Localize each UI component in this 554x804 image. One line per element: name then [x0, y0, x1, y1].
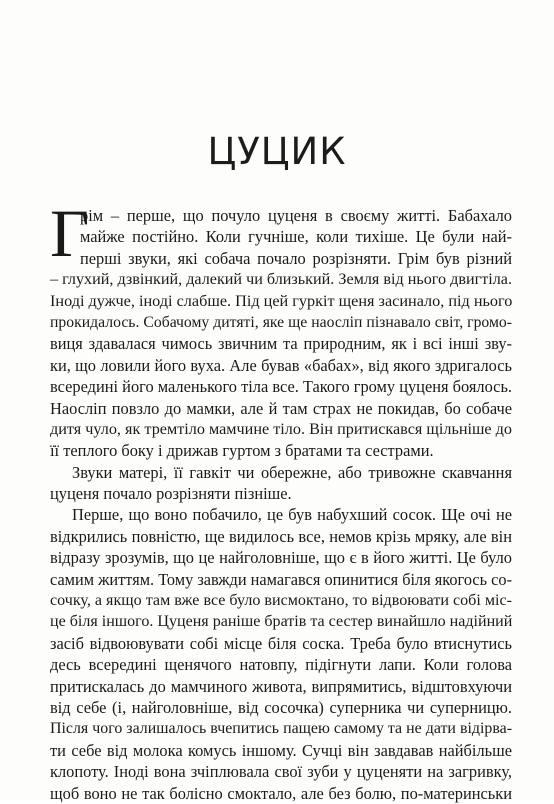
text-line: Після чого залишалось вчепитись пащею самому та не дати відірва-	[50, 720, 512, 738]
text-line: перші звуки, які собача почало розрізняти. Грім був різний	[80, 248, 512, 268]
chapter-body-text	[50, 205, 512, 804]
text-line: ти себе від молока комусь іншому. Сучці він завдавав найбільше	[50, 740, 512, 760]
text-line: відкрились повністю, ще видилось все, немов крізь мряку, але він	[50, 526, 512, 546]
text-line: засіб відвоювувати собі місце біля соска. Треба було втиснутись	[50, 633, 512, 653]
text-line: Звуки матері, її гавкіт чи обережне, або тривожне скавчання	[72, 462, 512, 482]
text-line: самим життям. Тому завжди намагався опинитися біля якогось со-	[50, 569, 512, 589]
text-line: виця здавалася чимось звичним та природним, як і всі інші зву-	[50, 334, 512, 354]
text-line: відразу зрозумів, що це найголовніше, що є в його житті. Це було	[50, 548, 512, 568]
text-line: прокидалось. Собачому дитяті, яке ще наосліп пізнавало світ, громо-	[50, 313, 512, 331]
text-line: ки, що ловили його вуха. Але бував «бабах», від якого здригалось	[50, 355, 512, 375]
text-line: від себе (і, найголовніше, від сосочка) суперника чи суперницю.	[50, 697, 512, 717]
text-line: Перше, що воно побачило, це був набухший сосок. Ще очі не	[72, 505, 512, 525]
text-line: майже постійно. Коли гучніше, коли тихіше. Це були най-	[80, 227, 512, 247]
text-line: рім – перше, що почуло цуценя в своєму житті. Бабахало	[80, 206, 512, 225]
chapter-title: ЦУЦИК	[207, 130, 347, 173]
text-line: дитя чуло, як тремтіло мамчине тіло. Він притискався щільніше до	[50, 420, 512, 438]
text-line: – глухий, дзвінкий, далекий чи близький. Земля від нього двигтіла.	[50, 271, 512, 289]
text-line: Наосліп повзло до мамки, але й там страх не покидав, бо собаче	[50, 398, 512, 418]
text-line: десь всередині щенячого натовпу, підігнути лапи. Коли голова	[50, 655, 512, 675]
text-line: всередині його маленького тіла все. Такого грому цуценя боялось.	[50, 377, 513, 397]
text-line: клопоту. Іноді вона зчіплювала свої зуби у цуценяти на загривку,	[50, 762, 512, 782]
text-line: цуценя почало розрізняти пізніше.	[50, 484, 292, 504]
text-line: притискалась до мамчиного живота, випрямитись, відштовхуючи	[50, 676, 512, 696]
text-line: це біля іншого. Цуценя раніше братів та сестер винайшло надійний	[50, 613, 513, 631]
drop-cap: Г	[50, 195, 90, 271]
text-line: її теплого боку і дрижав гуртом з братами та сестрами.	[50, 441, 434, 461]
text-line: щоб воно не так болісно смоктало, але без болю, по-материнськи	[50, 783, 512, 803]
text-line: сочку, а якщо там вже все було висмоктано, то відвоювати собі міс-	[50, 592, 512, 610]
text-line: Іноді дужче, іноді слабше. Під цей гуркіт щеня засинало, під нього	[50, 291, 513, 310]
